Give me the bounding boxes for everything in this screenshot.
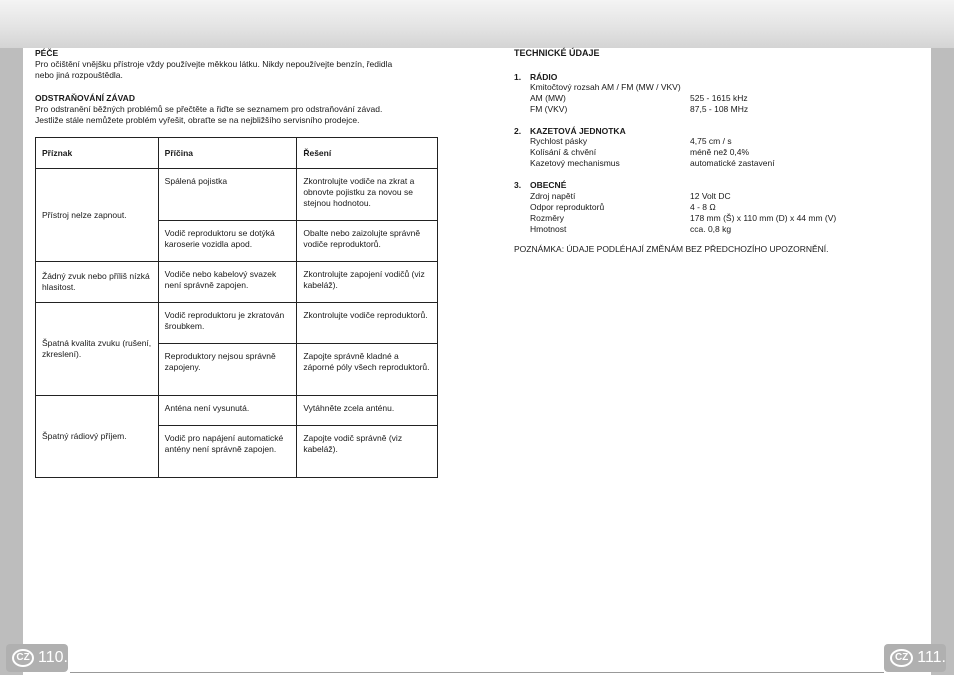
language-cz-icon: CZ: [12, 649, 34, 667]
solution-cell: Zkontrolujte vodiče reproduktorů.: [297, 303, 438, 344]
page-number-badge-left: [6, 644, 68, 672]
troubleshooting-line: Jestliže stále nemůžete problém vyřešit, obraťte se na nejbližšího servisního prodejce.: [35, 115, 360, 125]
symptom-cell: Špatná kvalita zvuku (rušení, zkreslení).: [36, 303, 159, 396]
header-solution: Řešení: [297, 138, 438, 169]
solution-cell: Obalte nebo zaizolujte správně vodiče reproduktorů.: [297, 221, 438, 262]
left-margin-strip: [0, 48, 23, 675]
spec-value: 87,5 - 108 MHz: [690, 104, 749, 114]
solution-cell: Zkontrolujte zapojení vodičů (viz kabeláž).: [297, 262, 438, 303]
table-row: [36, 169, 438, 221]
header-cause: Příčina: [158, 138, 297, 169]
cause-cell: Anténa není vysunutá.: [158, 396, 297, 426]
spec-label: AM (MW): [530, 93, 566, 103]
table-row: [36, 396, 438, 426]
section-number: 1.: [514, 72, 522, 82]
spec-label: Hmotnost: [530, 224, 567, 234]
technical-data-heading: TECHNICKÉ ÚDAJE: [514, 48, 600, 58]
spec-label: Zdroj napětí: [530, 191, 576, 201]
troubleshooting-heading: ODSTRAŇOVÁNÍ ZÁVAD: [35, 93, 135, 103]
section-title-cassette: KAZETOVÁ JEDNOTKA: [530, 126, 626, 136]
cause-cell: Spálená pojistka: [158, 169, 297, 221]
cause-cell: Vodič reproduktoru je zkratován šroubkem.: [158, 303, 297, 344]
spec-value: 4,75 cm / s: [690, 136, 732, 146]
troubleshooting-table: [35, 137, 438, 478]
section-title-radio: RÁDIO: [530, 72, 558, 82]
page-number-badge-right: [884, 644, 946, 672]
page-number: 110.: [38, 649, 68, 666]
right-margin-strip: [931, 48, 954, 675]
spec-value: 525 - 1615 kHz: [690, 93, 748, 103]
spec-value: cca. 0,8 kg: [690, 224, 732, 234]
page-number: 111.: [917, 649, 946, 666]
top-header-band: [0, 0, 954, 48]
spec-label: Odpor reproduktorů: [530, 202, 605, 212]
spec-label: FM (VKV): [530, 104, 568, 114]
spec-value: automatické zastavení: [690, 158, 775, 168]
care-line: nebo jiná rozpouštědla.: [35, 70, 123, 80]
care-line: Pro očištění vnějšku přístroje vždy používejte měkkou látku. Nikdy nepoužívejte benzín, ředidla: [35, 59, 393, 69]
spec-value: 12 Volt DC: [690, 191, 731, 201]
table-header-row: [36, 138, 438, 169]
table-row: [36, 303, 438, 344]
spec-value: 178 mm (Š) x 110 mm (D) x 44 mm (V): [690, 213, 837, 223]
care-text: [35, 59, 435, 81]
specs-note: POZNÁMKA: ÚDAJE PODLÉHAJÍ ZMĚNÁM BEZ PŘEDCHOZÍHO UPOZORNĚNÍ.: [514, 244, 829, 254]
cause-cell: Reproduktory nejsou správně zapojeny.: [158, 344, 297, 396]
section-title-general: OBECNÉ: [530, 180, 567, 190]
troubleshooting-text: [35, 104, 435, 126]
troubleshooting-line: Pro odstranění běžných problémů se přečtěte a řiďte se seznamem pro odstraňování závad.: [35, 104, 383, 114]
solution-cell: Vytáhněte zcela anténu.: [297, 396, 438, 426]
care-heading: PÉČE: [35, 48, 59, 58]
solution-cell: Zkontrolujte vodiče na zkrat a obnovte pojistku za novou se stejnou hodnotou.: [297, 169, 438, 221]
spec-label: Rozměry: [530, 213, 565, 223]
section-number: 2.: [514, 126, 522, 136]
symptom-cell: Přístroj nelze zapnout.: [36, 169, 159, 262]
header-symptom: Příznak: [36, 138, 159, 169]
footer-rule-right: [477, 672, 884, 673]
cause-cell: Vodiče nebo kabelový svazek není správně zapojen.: [158, 262, 297, 303]
section-number: 3.: [514, 180, 522, 190]
table-row: [36, 262, 438, 303]
cause-cell: Vodič reproduktoru se dotýká karoserie vozidla apod.: [158, 221, 297, 262]
language-cz-icon: CZ: [890, 649, 913, 667]
spec-label: Kolísání & chvění: [530, 147, 597, 157]
spec-value: méně než 0,4%: [690, 147, 750, 157]
symptom-cell: Špatný rádiový příjem.: [36, 396, 159, 478]
symptom-cell: Žádný zvuk nebo příliš nízká hlasitost.: [36, 262, 159, 303]
spec-label: Kazetový mechanismus: [530, 158, 620, 168]
solution-cell: Zapojte správně kladné a záporné póly všech reproduktorů.: [297, 344, 438, 396]
footer-rule-left: [70, 672, 477, 673]
spec-label: Rychlost pásky: [530, 136, 588, 146]
cause-cell: Vodič pro napájení automatické antény není správně zapojen.: [158, 426, 297, 478]
spec-value: 4 - 8 Ω: [690, 202, 716, 212]
spec-label: Kmitočtový rozsah AM / FM (MW / VKV): [530, 82, 681, 92]
solution-cell: Zapojte vodič správně (viz kabeláž).: [297, 426, 438, 478]
